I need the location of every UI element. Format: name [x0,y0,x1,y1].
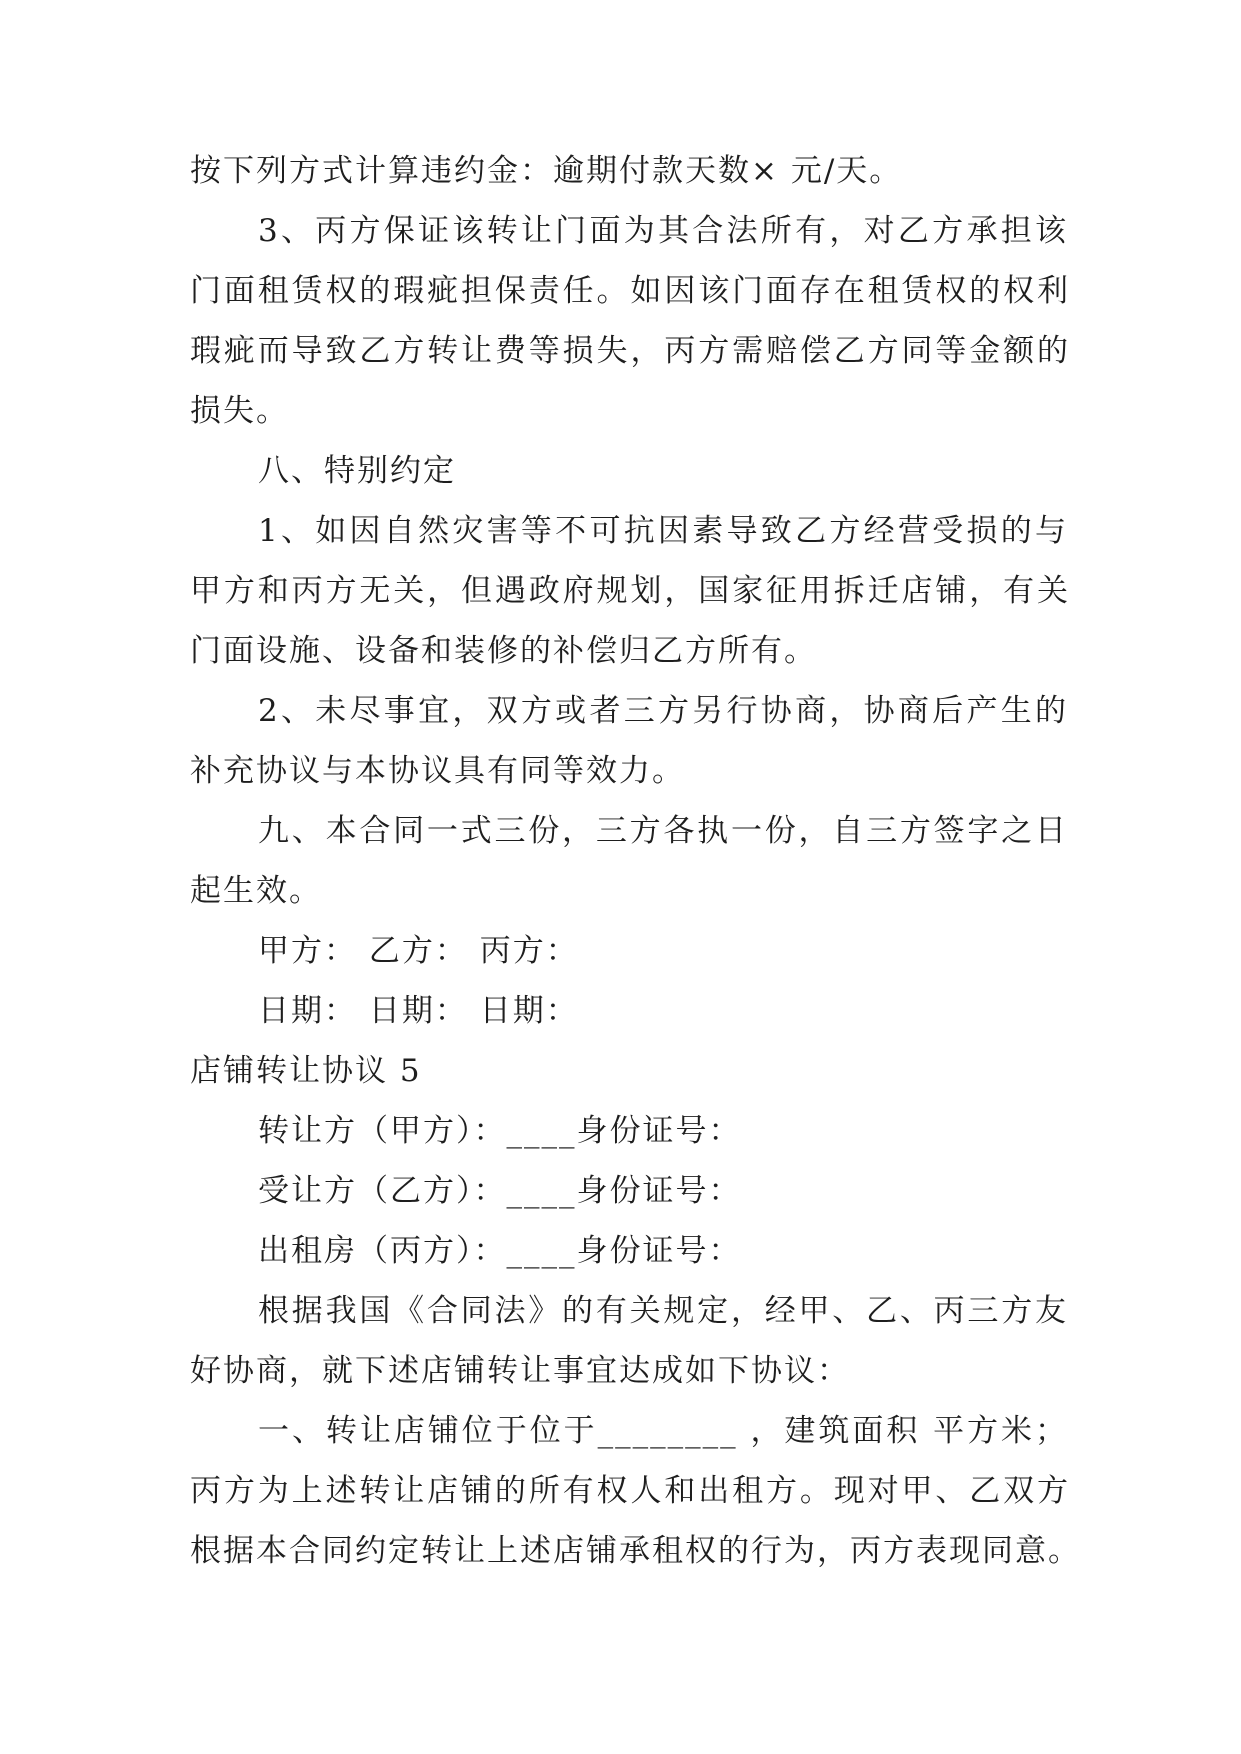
text-line-10: 2、未尽事宜，双方或者三方另行协商，协商后产生的 [258,693,1068,729]
text-line-4: 瑕疵而导致乙方转让费等损失，丙方需赔偿乙方同等金额的 [190,333,1070,369]
text-line-2: 3、丙方保证该转让门面为其合法所有，对乙方承担该 [258,213,1068,249]
section-heading-special-terms: 八、特别约定 [258,453,456,489]
text-line-20: 根据我国《合同法》的有关规定，经甲、乙、丙三方友 [258,1293,1068,1329]
party-b-line: 受让方（乙方）：____身份证号： [258,1173,742,1209]
text-line-21: 好协商，就下述店铺转让事宜达成如下协议： [190,1353,850,1389]
agreement-title: 店铺转让协议 5 [190,1053,422,1089]
text-line-8: 甲方和丙方无关，但遇政府规划，国家征用拆迁店铺，有关 [190,573,1070,609]
text-line-1: 按下列方式计算违约金：逾期付款天数× 元/天。 [190,153,903,189]
text-line-5: 损失。 [190,393,289,429]
text-line-23: 丙方为上述转让店铺的所有权人和出租方。现对甲、乙双方 [190,1473,1070,1509]
text-line-12: 九、本合同一式三份，三方各执一份，自三方签字之日 [258,813,1068,849]
text-line-13: 起生效。 [190,873,322,909]
party-a-line: 转让方（甲方）：____身份证号： [258,1113,742,1149]
signature-parties-line: 甲方： 乙方： 丙方： [258,933,579,969]
party-c-line: 出租房（丙方）：____身份证号： [258,1233,742,1269]
text-line-24: 根据本合同约定转让上述店铺承租权的行为，丙方表现同意。 [190,1533,1081,1569]
text-line-11: 补充协议与本协议具有同等效力。 [190,753,685,789]
text-line-3: 门面租赁权的瑕疵担保责任。如因该门面存在租赁权的权利 [190,273,1070,309]
text-line-7: 1、如因自然灾害等不可抗因素导致乙方经营受损的与 [258,513,1068,549]
signature-dates-line: 日期： 日期： 日期： [258,993,579,1029]
text-line-22: 一、转让店铺位于位于________ ，建筑面积 平方米； [258,1413,1068,1449]
text-line-9: 门面设施、设备和装修的补偿归乙方所有。 [190,633,817,669]
